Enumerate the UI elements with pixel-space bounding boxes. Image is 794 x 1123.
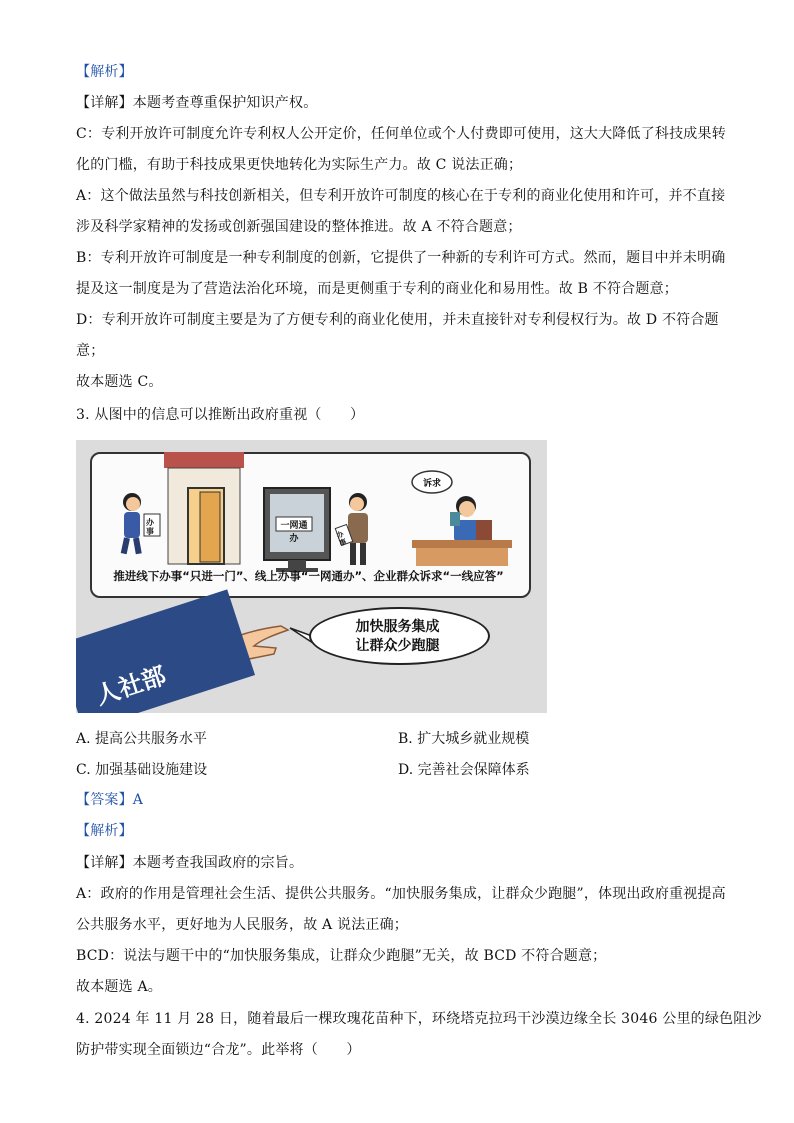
option-c[interactable]: C. 加强基础设施建设	[76, 762, 208, 778]
paragraph-line: D：专利开放许可制度主要是为了方便专利的商业化使用，并未直接针对专利侵权行为。故 D 不符合题	[76, 312, 719, 328]
analysis-heading: 【解析】	[76, 64, 133, 80]
paragraph-line: C：专利开放许可制度允许专利权人公开定价，任何单位或个人付费即可使用，这大大降低了科技成果转	[76, 126, 726, 142]
question-4-stem: 4. 2024 年 11 月 28 日，随着最后一棵玫瑰花苗种下，环绕塔克拉玛干沙漠边缘全长 3046 公里的绿色阻沙	[76, 1011, 762, 1027]
building-roof	[164, 452, 244, 468]
bubble-line-2: 让群众少跑腿	[355, 638, 440, 654]
option-a[interactable]: A. 提高公共服务水平	[76, 731, 208, 747]
analysis-heading: 【解析】	[76, 823, 133, 839]
option-d[interactable]: D. 完善社会保障体系	[398, 762, 530, 778]
paragraph-line: 化的门槛，有助于科技成果更快地转化为实际生产力。故 C 说法正确；	[76, 157, 523, 173]
paragraph-line: 提及这一制度是为了营造法治化环境，而是更侧重于专利的商业化和易用性。故 B 不符合题意；	[76, 281, 678, 297]
paragraph-line: A：这个做法虽然与科技创新相关，但专利开放许可制度的核心在于专利的商业化使用和许可，并不直接	[76, 188, 726, 204]
bubble-line-1: 加快服务集成	[355, 619, 440, 635]
doc-label-2: 办事	[335, 530, 348, 548]
desk-icon	[412, 540, 512, 548]
question-4-stem-cont: 防护带实现全面锁边“合龙”。此举将（ ）	[76, 1042, 361, 1058]
question-3-stem: 3. 从图中的信息可以推断出政府重视（ ）	[76, 407, 365, 423]
conclusion-line: 故本题选 C。	[76, 374, 163, 390]
doc-label: 办事	[146, 518, 154, 536]
paragraph-line: BCD：说法与题干中的“加快服务集成，让群众少跑腿”无关，故 BCD 不符合题意；	[76, 948, 607, 964]
question-3-cartoon	[76, 440, 547, 713]
paragraph-line: A：政府的作用是管理社会生活、提供公共服务。“加快服务集成，让群众少跑腿”，体现出政府重视提高	[76, 886, 726, 902]
detail-line: 【详解】本题考查尊重保护知识产权。	[76, 95, 318, 111]
option-b[interactable]: B. 扩大城乡就业规模	[398, 731, 530, 747]
paragraph-line: B：专利开放许可制度是一种专利制度的创新，它提供了一种新的专利许可方式。然而，题目中并未明确	[76, 250, 726, 266]
conclusion-line: 故本题选 A。	[76, 979, 162, 995]
paragraph-line: 涉及科学家精神的发扬或创新强国建设的整体推进。故 A 不符合题意；	[76, 219, 522, 235]
paragraph-line: 意；	[76, 343, 105, 359]
cartoon-caption: 推进线下办事“只进一门”、线上办事“一网通办”、企业群众诉求“一线应答”	[113, 569, 504, 583]
answer-line: 【答案】A	[76, 792, 144, 808]
paragraph-line: 公共服务水平，更好地为人民服务，故 A 说法正确；	[76, 917, 409, 933]
phone-icon	[450, 512, 460, 526]
speech-label: 诉求	[422, 479, 441, 489]
detail-line: 【详解】本题考查我国政府的宗旨。	[76, 855, 304, 871]
screen-label: 一网通办	[280, 521, 308, 544]
ministry-label: 人社部	[92, 661, 170, 711]
